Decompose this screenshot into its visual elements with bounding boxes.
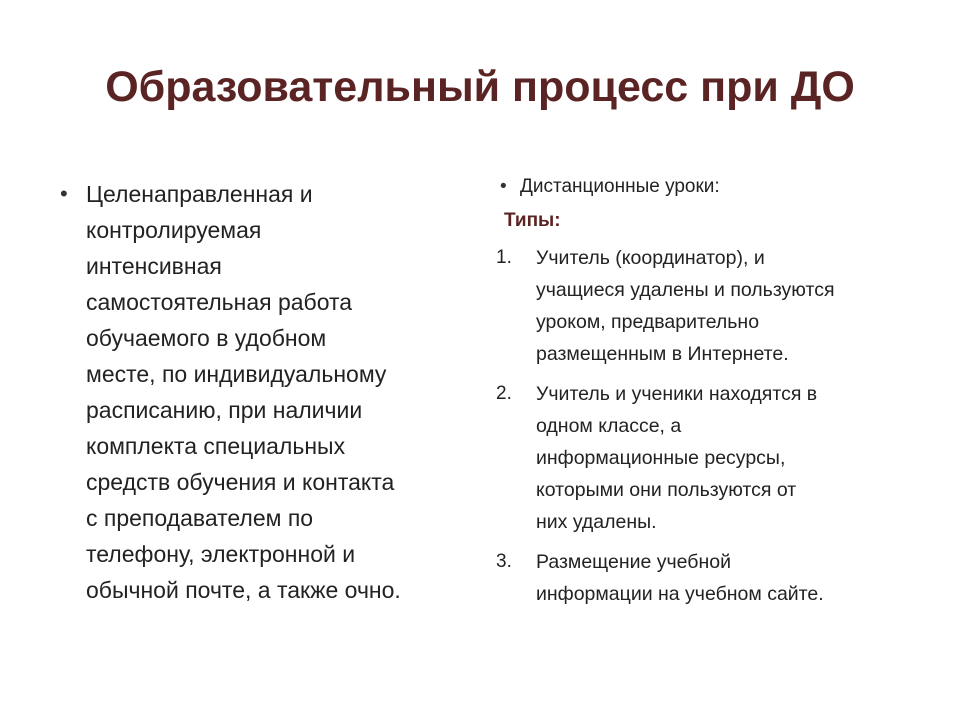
list-item <box>496 242 916 370</box>
right-bullet-item <box>500 172 916 202</box>
list-item <box>496 546 916 610</box>
right-column <box>496 172 916 618</box>
bullet-icon: • <box>500 176 507 197</box>
list-item-number: 3. <box>496 551 512 572</box>
list-item-text: Размещение учебной информации на учебном сайте. <box>536 551 824 605</box>
list-item-text: Учитель (координатор), и учащиеся удалены и пользуются уроком, предварительно размещенным в Интернете. <box>536 247 835 365</box>
list-item <box>496 378 916 538</box>
list-item-number: 1. <box>496 247 512 268</box>
bullet-icon: • <box>60 181 68 206</box>
left-bullet-item <box>60 176 480 608</box>
list-item-number: 2. <box>496 383 512 404</box>
right-lead-text: Дистанционные уроки: <box>520 176 720 197</box>
types-list <box>496 242 916 610</box>
left-column <box>60 176 480 608</box>
types-label: Типы: <box>504 210 561 231</box>
left-bullet-text: Целенаправленная и контролируемая интенсивная самостоятельная работа обучаемого в удобном месте, по индивидуальному расписанию, при наличии комплекта специальных средств обучения и контакта с преподавателем по телефону, электронной и обычной почте, а также очно. <box>86 181 401 603</box>
slide-title: Образовательный процесс при ДО <box>105 63 855 111</box>
list-item-text: Учитель и ученики находятся в одном классе, а информационные ресурсы, которыми они пользуются от них удалены. <box>536 383 818 533</box>
